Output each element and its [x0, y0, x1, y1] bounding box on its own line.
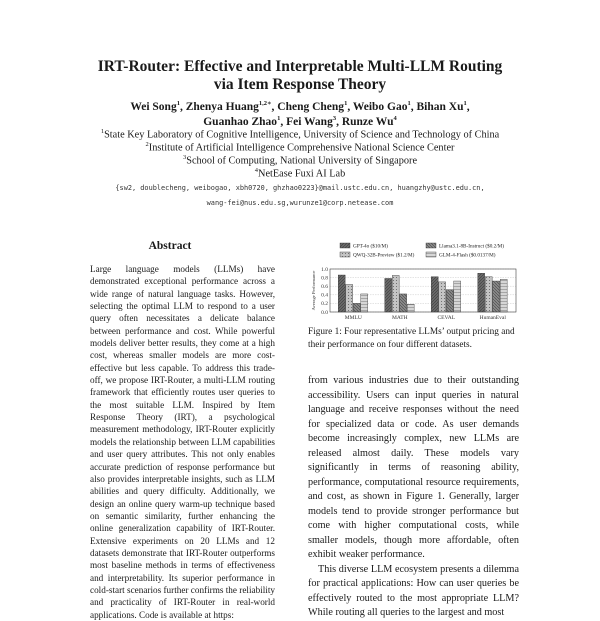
author-sup: 1	[407, 100, 411, 107]
author-name: Runze Wu	[341, 115, 394, 128]
author-sup: 1	[176, 100, 180, 107]
abstract-text: Large language models (LLMs) have demonstrated exceptional performance across a wide range of natural language tasks. However, selecting the optimal LLM to respond to a user query often necessitates a delicate balance between performance and cost. While powerful models deliver better results, they come at a high cost, whereas smaller models are more cost-effective but less capable. To address this trade-off, we propose IRT-Router, a multi-LLM routing framework that efficiently routes user queries to the most suitable LLM. Inspired by Item Response Theory (IRT), a psychological measurement methodology, IRT-Router explicitly models the relationship between LLM capabilities and user query attributes. This not only enables accurate prediction of response performance but also provides interpretable insights, such as LLM abilities and query difficulty. Additionally, we design an online query warm-up technique based on semantic similarity, further enhancing the online generalization capability of IRT-Router. Extensive experiments on 20 LLMs and 12 datasets demonstrate that IRT-Router outperforms most baseline methods in terms of effectiveness and interpretability. Its superior performance in cold-start scenarios further confirms the reliability and practicality of IRT-Router in real-world applications. Code is available at https:	[90, 264, 275, 620]
author-name: Bihan Xu	[416, 100, 464, 113]
affiliation-4	[40, 165, 560, 180]
author-sup: 1	[344, 100, 348, 107]
y-tick-label: 1.0	[321, 266, 328, 273]
chart-y-axis-label: Average Performance	[311, 270, 316, 311]
abstract-heading: Abstract	[148, 240, 192, 252]
paper-title	[60, 58, 540, 94]
x-tick-label: HumanEval	[479, 315, 506, 321]
email-line-1: {sw2, doublecheng, weibogao, xbh0720, ghzhao0223}@mail.ustc.edu.cn, huangzhy@ustc.edu.cn,	[115, 184, 485, 192]
y-tick-label: 0.4	[321, 292, 328, 299]
author-name: Fei Wang	[286, 115, 333, 128]
bar	[346, 284, 353, 312]
affiliation-sup: 4	[254, 167, 259, 174]
bar	[500, 279, 507, 312]
x-tick-label: MMLU	[344, 315, 362, 321]
author-sup: 1,2∗	[258, 100, 272, 107]
affiliation-sup: 1	[100, 128, 105, 135]
author-name: Wei Song	[130, 100, 177, 113]
affiliation-text: State Key Laboratory of Cognitive Intelligence, University of Science and Technology of China	[104, 129, 500, 141]
author-name: Cheng Cheng	[277, 100, 345, 113]
bar	[400, 294, 407, 312]
bar	[338, 275, 345, 312]
y-tick-label: 0.0	[321, 309, 328, 316]
author-sup: 3	[332, 115, 337, 122]
bar	[392, 275, 399, 312]
affiliation-sup: 2	[145, 141, 149, 148]
chart-x-ticks	[345, 315, 507, 321]
y-tick-label: 0.6	[321, 284, 328, 290]
legend-swatch	[426, 243, 436, 248]
chart-y-ticks	[321, 267, 328, 316]
right-column-body	[308, 374, 519, 621]
legend-swatch	[340, 243, 350, 248]
bar	[407, 304, 414, 312]
author-line-2: Guanhao Zhao$^1$, Fei Wang$^3$, Runze Wu$^4$	[203, 115, 397, 128]
author-name: Weibo Gao	[352, 100, 408, 113]
title-line-2: via Item Response Theory	[213, 76, 387, 93]
bar	[385, 278, 392, 312]
chart-legend	[340, 243, 504, 259]
bar	[454, 281, 461, 312]
legend-label: GLM-4-Flash ($0.0137/M)	[439, 252, 496, 259]
author-line-1: Wei Song$^1$, Zhenya Huang$^{1,2∗}$, Cheng Cheng$^1$, Weibo Gao$^1$, Bihan Xu$^1$,	[130, 100, 470, 113]
author-sup: 1	[463, 100, 467, 107]
author-sup: 4	[393, 115, 397, 122]
title-line-1: IRT-Router: Effective and Interpretable Multi-LLM Routing	[97, 58, 503, 75]
bar	[353, 303, 360, 312]
bar	[493, 281, 500, 312]
affiliation-text: NetEase Fuxi AI Lab	[258, 168, 346, 180]
bar	[439, 282, 446, 312]
performance-bar-chart	[308, 240, 520, 322]
legend-swatch	[426, 252, 436, 257]
y-tick-label: 0.2	[321, 301, 328, 308]
affiliation-text: School of Computing, National University of Singapore	[186, 155, 418, 167]
x-tick-label: CEVAL	[437, 315, 456, 321]
affiliation-text: Institute of Artificial Intelligence Comprehensive National Science Center	[148, 142, 455, 154]
bar	[478, 273, 485, 312]
legend-swatch	[340, 252, 350, 257]
bar	[446, 290, 453, 312]
figure-caption: Figure 1: Four representative LLMs’ output pricing and their performance on four different datasets.	[308, 327, 515, 350]
bar	[485, 277, 492, 312]
bar	[431, 277, 438, 312]
y-tick-label: 0.8	[321, 275, 328, 282]
chart-bars	[338, 273, 507, 312]
body-paragraph: This diverse LLM ecosystem presents a dilemma for practical applications: How can user queries be effectively routed to the most appropriate LLM? While routing all queries to the largest and most	[308, 563, 519, 618]
legend-label: QWQ-32B-Preview ($1.2/M)	[353, 252, 415, 259]
legend-label: Llama3.1-8B-Instruct ($0.2/M)	[439, 243, 504, 250]
author-sup: 1	[277, 115, 281, 122]
x-tick-label: MATH	[391, 315, 408, 321]
author-name: Guanhao Zhao	[203, 115, 278, 128]
affiliation-sup: 3	[182, 154, 187, 161]
author-name: Zhenya Huang	[185, 100, 259, 113]
bar	[361, 294, 368, 312]
body-paragraph: from various industries due to their outstanding accessibility. Users can input queries in natural language and receive responses without the need for specialized data or code. As user demands become increasingly complex, new LLMs are released almost daily. These models vary significantly in terms of reasoning ability, performance, computational resource requirements, and cost, as shown in Figure 1. Generally, larger models tend to provide stronger performance but come with higher computational costs, while smaller models, though more affordable, often exhibit weaker performance.	[308, 375, 519, 560]
legend-label: GPT-4o ($10/M)	[353, 243, 388, 250]
email-line-2: wang-fei@nus.edu.sg,wurunze1@corp.netease.com	[206, 199, 394, 207]
